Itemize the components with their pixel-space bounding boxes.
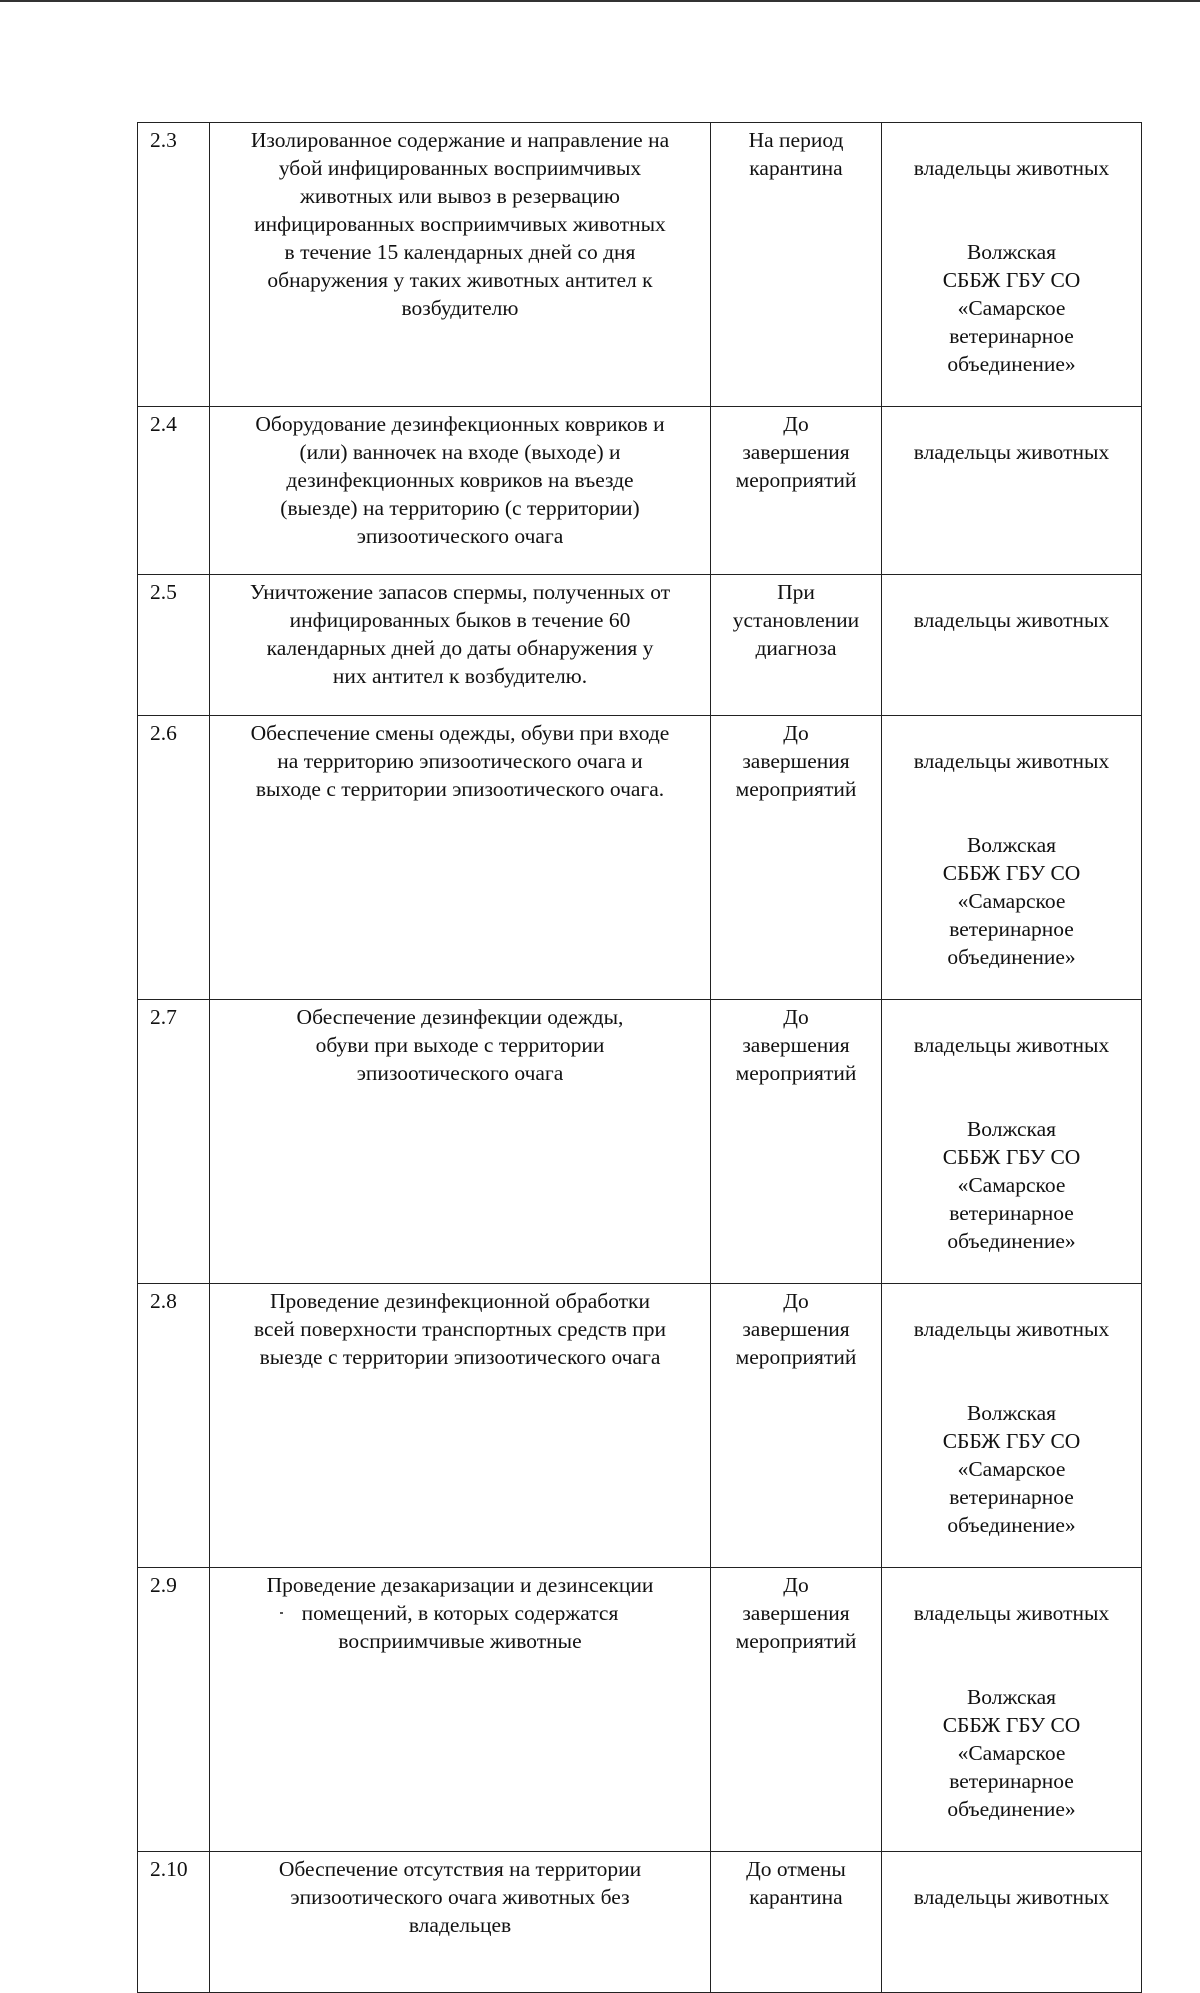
measure-text: Уничтожение запасов спермы, полученных от инфицированных быков в течение 60 календарных дней до даты обнаружения у них антител к возбудителю. — [210, 575, 711, 716]
executor-organization: Волжская СББЖ ГБУ СО «Самарское ветеринарное объединение» — [942, 1401, 1081, 1537]
row-number: 2.8 — [138, 1284, 210, 1568]
executor-owners: владельцы животных — [913, 440, 1110, 464]
table-row — [138, 1568, 1142, 1852]
table-row — [138, 407, 1142, 575]
table-row — [138, 1000, 1142, 1284]
measure-text: Обеспечение дезинфекции одежды, обуви при выходе с территории эпизоотического очага — [210, 1000, 711, 1284]
executor-owners: владельцы животных — [913, 608, 1110, 632]
measure-executor — [882, 1000, 1142, 1284]
measure-term: До завершения мероприятий — [711, 1568, 882, 1852]
row-number: 2.6 — [138, 716, 210, 1000]
measure-text: Оборудование дезинфекционных ковриков и (или) ванночек на входе (выходе) и дезинфекционных ковриков на въезде (выезде) на территорию (с территории) эпизоотического очага — [210, 407, 711, 575]
page-top-edge-line — [0, 0, 1200, 2]
table-row — [138, 575, 1142, 716]
table-row — [138, 1284, 1142, 1568]
measure-executor — [882, 1568, 1142, 1852]
measure-executor — [882, 123, 1142, 407]
table-row — [138, 716, 1142, 1000]
measure-term: До завершения мероприятий — [711, 1284, 882, 1568]
measure-text: Обеспечение отсутствия на территории эпизоотического очага животных без владельцев — [210, 1852, 711, 1993]
executor-owners: владельцы животных — [913, 156, 1110, 180]
executor-owners: владельцы животных — [913, 1317, 1110, 1341]
table-row — [138, 123, 1142, 407]
row-number: 2.7 — [138, 1000, 210, 1284]
measure-term: До завершения мероприятий — [711, 407, 882, 575]
executor-organization: Волжская СББЖ ГБУ СО «Самарское ветеринарное объединение» — [942, 240, 1081, 376]
row-number: 2.9 — [138, 1568, 210, 1852]
measure-executor — [882, 1852, 1142, 1993]
measure-text: Изолированное содержание и направление на убой инфицированных восприимчивых животных или вывоз в резервацию инфицированных восприимчивых животных в течение 15 календарных дней со дня обнаружения у таких животных антител к возбудителю — [210, 123, 711, 407]
scan-speck — [280, 1612, 283, 1614]
executor-owners: владельцы животных — [913, 1601, 1110, 1625]
row-number: 2.3 — [138, 123, 210, 407]
measure-term: При установлении диагноза — [711, 575, 882, 716]
executor-owners: владельцы животных — [913, 1885, 1110, 1909]
measure-text: Обеспечение смены одежды, обуви при входе на территорию эпизоотического очага и выходе с территории эпизоотического очага. — [210, 716, 711, 1000]
executor-organization: Волжская СББЖ ГБУ СО «Самарское ветеринарное объединение» — [942, 1685, 1081, 1821]
executor-owners: владельцы животных — [913, 749, 1110, 773]
row-number: 2.10 — [138, 1852, 210, 1993]
measure-executor — [882, 407, 1142, 575]
measure-executor — [882, 716, 1142, 1000]
measure-executor — [882, 575, 1142, 716]
measure-term: На период карантина — [711, 123, 882, 407]
measure-term: До завершения мероприятий — [711, 1000, 882, 1284]
row-number: 2.4 — [138, 407, 210, 575]
executor-organization: Волжская СББЖ ГБУ СО «Самарское ветеринарное объединение» — [942, 833, 1081, 969]
measure-executor — [882, 1284, 1142, 1568]
executor-organization: Волжская СББЖ ГБУ СО «Самарское ветеринарное объединение» — [942, 1117, 1081, 1253]
row-number: 2.5 — [138, 575, 210, 716]
measure-text: Проведение дезинфекционной обработки всей поверхности транспортных средств при выезде с территории эпизоотического очага — [210, 1284, 711, 1568]
measure-text: Проведение дезакаризации и дезинсекции помещений, в которых содержатся восприимчивые животные — [210, 1568, 711, 1852]
measure-term: До отмены карантина — [711, 1852, 882, 1993]
measure-term: До завершения мероприятий — [711, 716, 882, 1000]
measures-table — [137, 122, 1142, 1993]
executor-owners: владельцы животных — [913, 1033, 1110, 1057]
table-row — [138, 1852, 1142, 1993]
